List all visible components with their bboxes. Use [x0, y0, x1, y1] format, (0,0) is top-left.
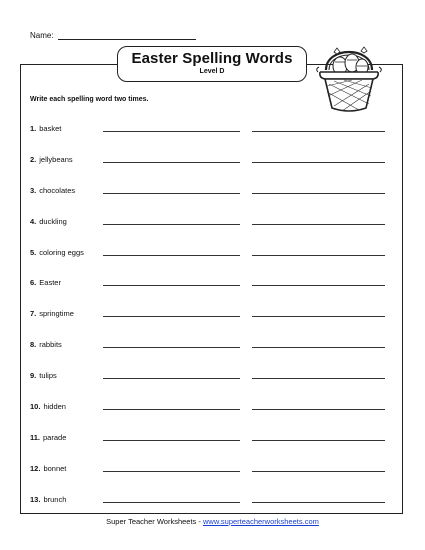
- writing-line-1[interactable]: [103, 471, 240, 472]
- writing-line-1[interactable]: [103, 193, 240, 194]
- word-row: [30, 146, 390, 177]
- writing-line-2[interactable]: [252, 316, 385, 317]
- word-label: [30, 248, 84, 257]
- writing-line-1[interactable]: [103, 162, 240, 163]
- word-row: [30, 239, 390, 270]
- word-label: [30, 309, 74, 318]
- word-row: [30, 362, 390, 393]
- word-number: 10.: [30, 402, 41, 412]
- word-number: 11.: [30, 432, 41, 442]
- name-line[interactable]: [58, 31, 196, 40]
- spelling-word: bonnet: [43, 463, 67, 473]
- word-number: 12.: [30, 463, 41, 473]
- word-number: 3.: [30, 185, 37, 195]
- easter-basket-icon: [314, 36, 384, 114]
- spelling-word: tulips: [39, 371, 57, 381]
- word-label: [30, 186, 75, 195]
- writing-line-1[interactable]: [103, 440, 240, 441]
- word-row: [30, 269, 390, 300]
- name-field-row: [30, 31, 196, 40]
- writing-line-2[interactable]: [252, 255, 385, 256]
- word-number: 13.: [30, 494, 41, 504]
- writing-line-2[interactable]: [252, 502, 385, 503]
- writing-line-2[interactable]: [252, 193, 385, 194]
- footer-text: Super Teacher Worksheets -: [106, 517, 203, 526]
- title-box: [117, 46, 307, 82]
- word-row: [30, 331, 390, 362]
- writing-line-2[interactable]: [252, 224, 385, 225]
- word-label: [30, 371, 57, 380]
- writing-line-2[interactable]: [252, 285, 385, 286]
- spelling-word: brunch: [43, 494, 67, 504]
- writing-line-2[interactable]: [252, 471, 385, 472]
- page-title: Easter Spelling Words: [131, 50, 293, 67]
- spelling-word: parade: [43, 432, 67, 442]
- writing-line-1[interactable]: [103, 255, 240, 256]
- level-label: Level D: [199, 68, 225, 75]
- word-label: [30, 402, 66, 411]
- writing-line-2[interactable]: [252, 347, 385, 348]
- writing-line-1[interactable]: [103, 316, 240, 317]
- word-row: [30, 424, 390, 455]
- word-row: [30, 115, 390, 146]
- word-number: 2.: [30, 154, 37, 164]
- footer-link[interactable]: www.superteacherworksheets.com: [202, 517, 319, 526]
- word-number: 7.: [30, 309, 37, 319]
- word-row: [30, 300, 390, 331]
- instructions: Write each spelling word two times.: [30, 96, 149, 103]
- word-label: [30, 278, 61, 287]
- spelling-word: hidden: [43, 402, 66, 412]
- writing-line-1[interactable]: [103, 502, 240, 503]
- writing-line-1[interactable]: [103, 224, 240, 225]
- word-row: [30, 455, 390, 486]
- spelling-word: Easter: [39, 278, 61, 288]
- name-label: Name:: [30, 31, 54, 40]
- word-number: 9.: [30, 371, 37, 381]
- writing-line-2[interactable]: [252, 162, 385, 163]
- writing-line-1[interactable]: [103, 131, 240, 132]
- word-label: [30, 155, 73, 164]
- spelling-word: chocolates: [39, 185, 76, 195]
- word-list: [30, 115, 390, 517]
- word-row: [30, 208, 390, 239]
- footer: [0, 517, 425, 526]
- word-label: [30, 217, 67, 226]
- word-number: 5.: [30, 247, 37, 257]
- writing-line-1[interactable]: [103, 347, 240, 348]
- word-label: [30, 464, 66, 473]
- word-row: [30, 393, 390, 424]
- writing-line-1[interactable]: [103, 285, 240, 286]
- spelling-word: duckling: [39, 216, 67, 226]
- word-label: [30, 495, 66, 504]
- writing-line-1[interactable]: [103, 409, 240, 410]
- word-row: [30, 486, 390, 517]
- writing-line-2[interactable]: [252, 131, 385, 132]
- writing-line-2[interactable]: [252, 378, 385, 379]
- word-label: [30, 340, 62, 349]
- word-row: [30, 177, 390, 208]
- spelling-word: springtime: [39, 309, 74, 319]
- spelling-word: coloring eggs: [39, 247, 84, 257]
- spelling-word: basket: [39, 124, 62, 133]
- spelling-word: rabbits: [39, 340, 62, 350]
- writing-line-2[interactable]: [252, 440, 385, 441]
- spelling-word: jellybeans: [39, 154, 73, 164]
- word-label: [30, 433, 66, 442]
- word-number: 4.: [30, 216, 37, 226]
- word-label: [30, 124, 61, 133]
- word-number: 1.: [30, 124, 37, 133]
- word-number: 8.: [30, 340, 37, 350]
- writing-line-2[interactable]: [252, 409, 385, 410]
- word-number: 6.: [30, 278, 37, 288]
- writing-line-1[interactable]: [103, 378, 240, 379]
